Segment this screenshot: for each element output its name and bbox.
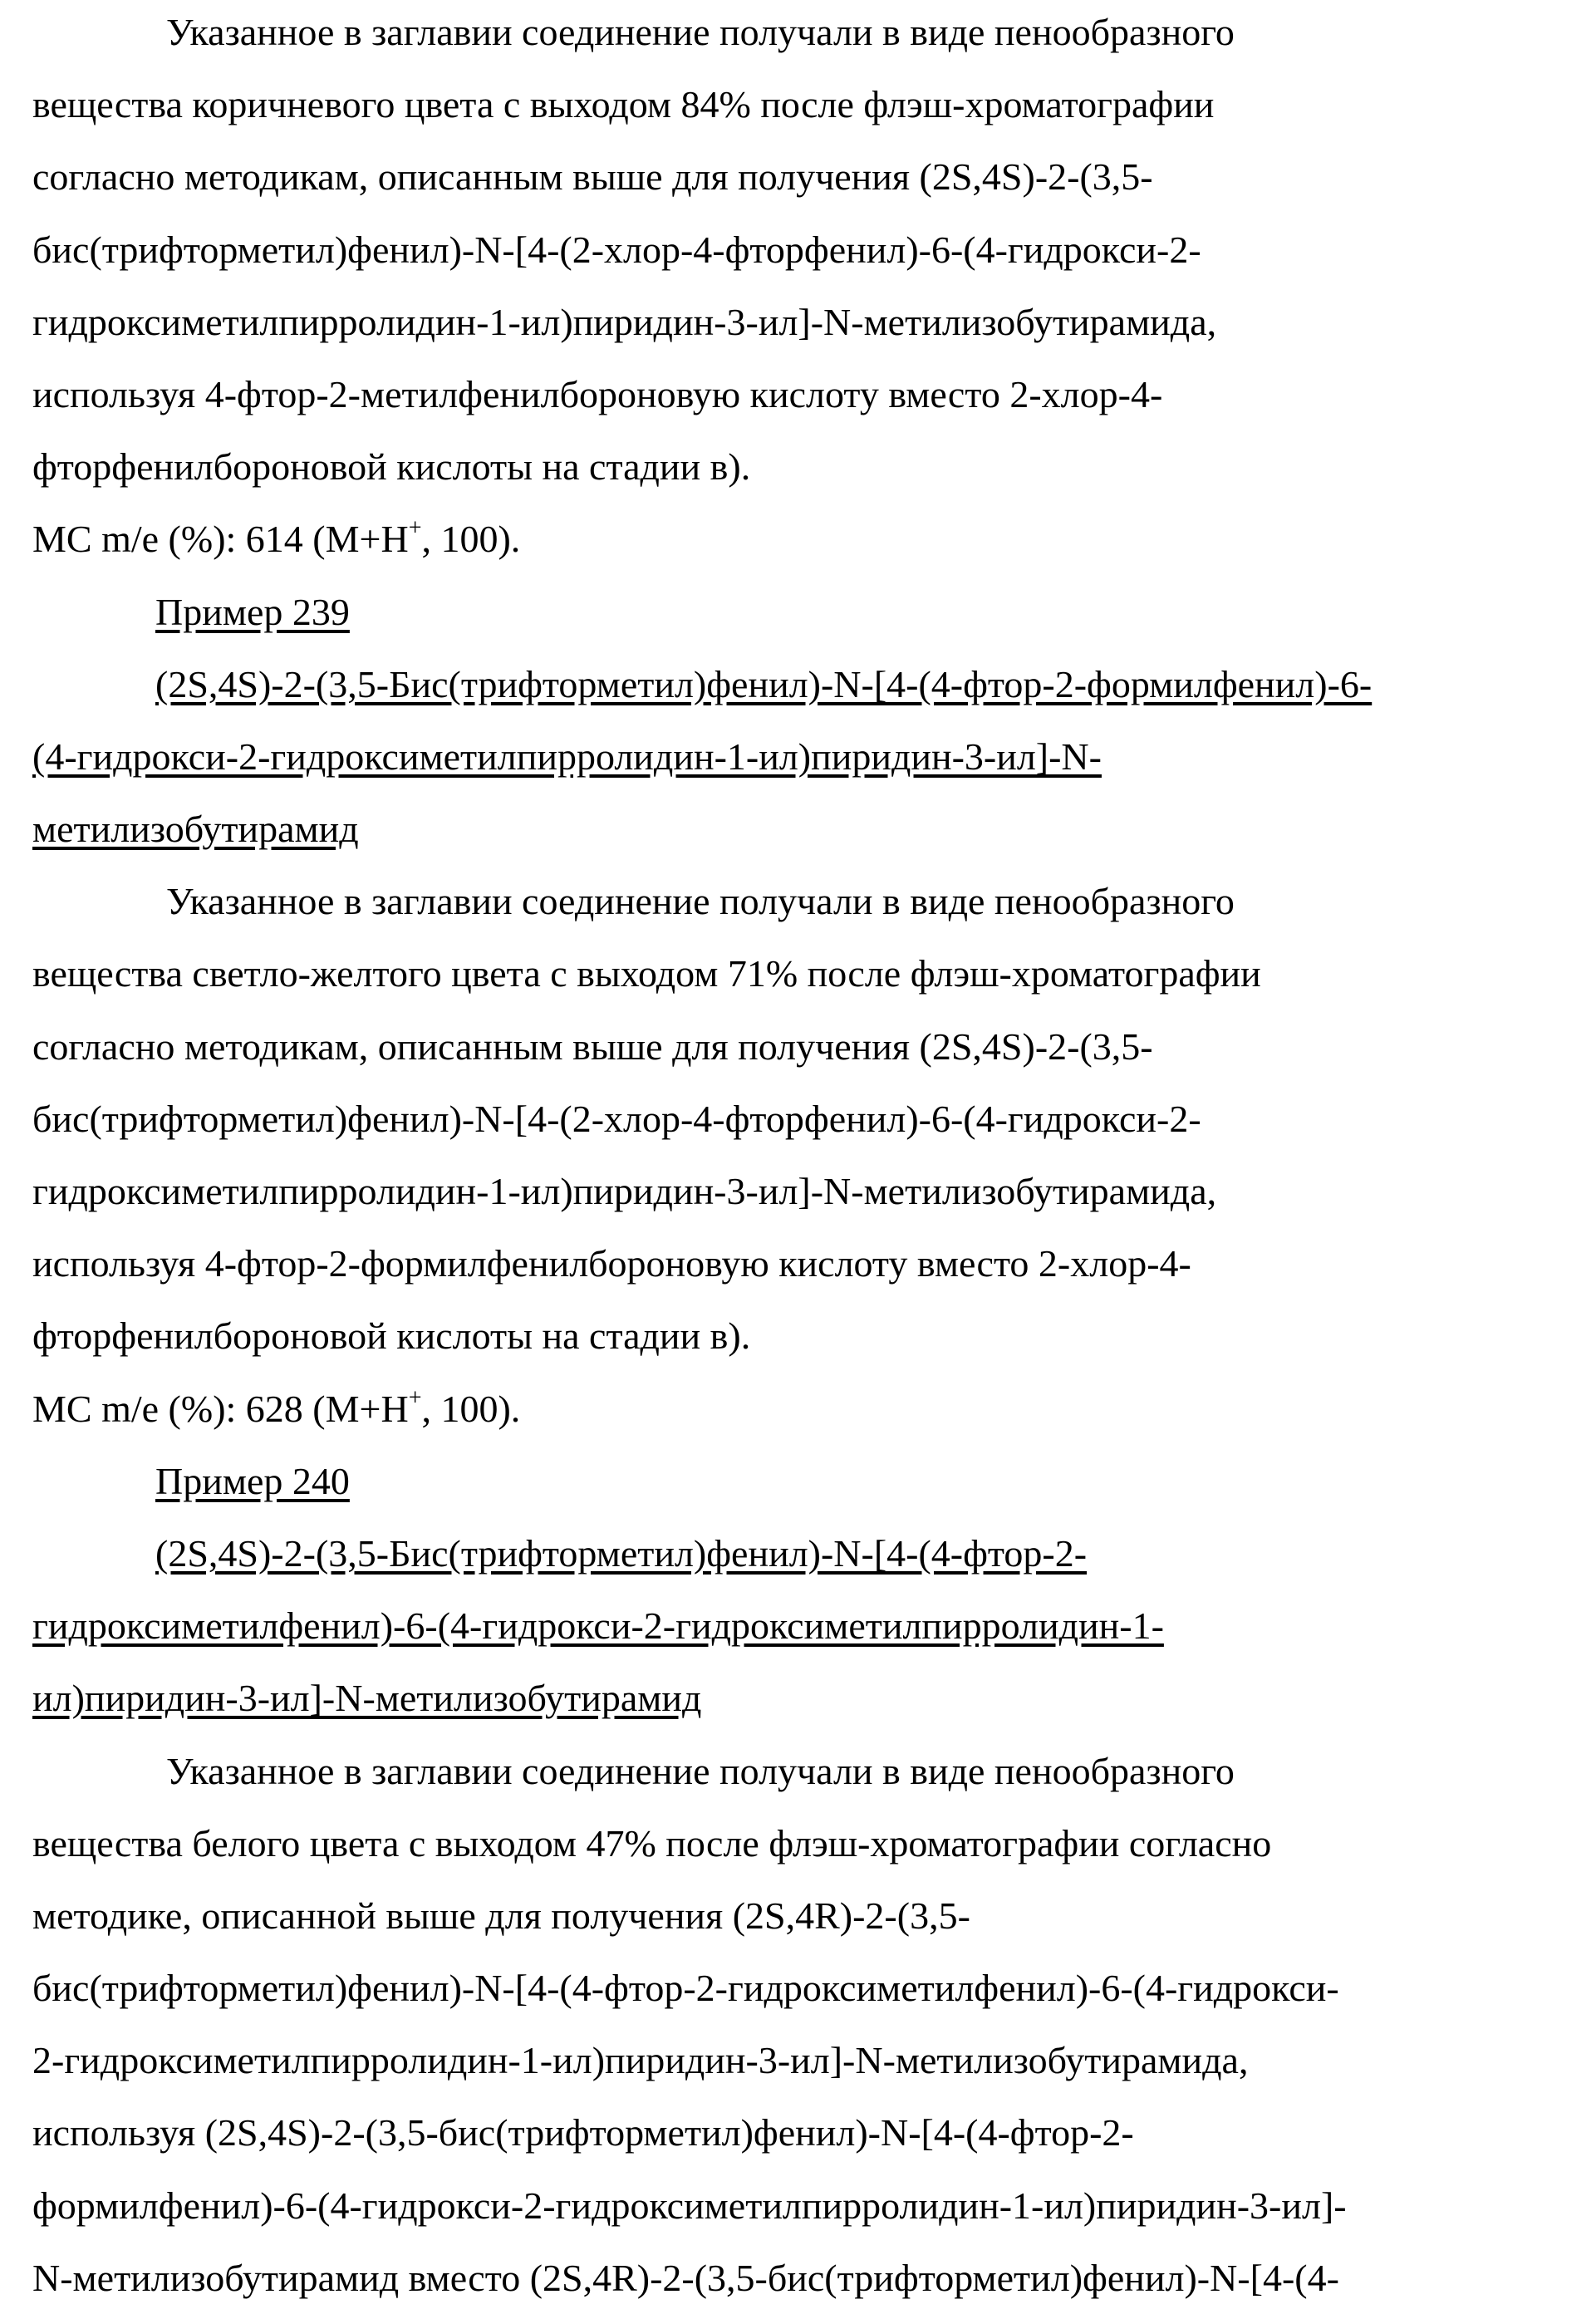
text-line: вещества светло-желтого цвета с выходом 71% после флэш-хроматографии <box>32 937 1578 1010</box>
text-line: фторфенилбороновой кислоты на стадии в). <box>32 1299 1578 1372</box>
text-line: фторфенилбороновой кислоты на стадии в). <box>32 430 1578 503</box>
compound-title <box>32 648 1578 866</box>
text-line: 2-гидроксиметилпирролидин-1-ил)пиридин-3-ил]-N-метилизобутирамида, <box>32 2024 1578 2096</box>
ms-sup: + <box>409 515 422 541</box>
text-line: гидроксиметилфенил)-6-(4-гидрокси-2-гидроксиметилпирролидин-1- <box>32 1589 1578 1662</box>
text-line: Указанное в заглавии соединение получали в виде пенообразного <box>32 865 1578 937</box>
text-line: Пример 240 <box>32 1445 1578 1517</box>
text-line: (2S,4S)-2-(3,5-Бис(трифторметил)фенил)-N-[4-(4-фтор-2-формилфенил)-6- <box>32 648 1578 720</box>
ms-post: , 100). <box>421 1388 520 1430</box>
mass-spec-line <box>32 503 1578 575</box>
text-line: (2S,4S)-2-(3,5-Бис(трифторметил)фенил)-N-[4-(4-фтор-2- <box>32 1517 1578 1589</box>
paragraph <box>32 0 1578 503</box>
text-line: методике, описанной выше для получения (2S,4R)-2-(3,5- <box>32 1879 1578 1952</box>
text-line <box>32 503 1578 575</box>
compound-title <box>32 1517 1578 1735</box>
text-line: ил)пиридин-3-ил]-N-метилизобутирамид <box>32 1662 1578 1734</box>
example-heading <box>32 1445 1578 1517</box>
text-line: Указанное в заглавии соединение получали в виде пенообразного <box>32 1735 1578 1807</box>
text-line: используя 4-фтор-2-формилфенилбороновую кислоту вместо 2-хлор-4- <box>32 1227 1578 1299</box>
text-line: вещества белого цвета с выходом 47% после флэш-хроматографии согласно <box>32 1807 1578 1879</box>
text-line: бис(трифторметил)фенил)-N-[4-(2-хлор-4-фторфенил)-6-(4-гидрокси-2- <box>32 1083 1578 1155</box>
text-line: Указанное в заглавии соединение получали в виде пенообразного <box>32 0 1578 68</box>
text-line: N-метилизобутирамид вместо (2S,4R)-2-(3,5-бис(трифторметил)фенил)-N-[4-(4- <box>32 2242 1578 2314</box>
text-line: согласно методикам, описанным выше для получения (2S,4S)-2-(3,5- <box>32 1010 1578 1083</box>
text-line: гидроксиметилпирролидин-1-ил)пиридин-3-ил]-N-метилизобутирамида, <box>32 286 1578 358</box>
text-line: бис(трифторметил)фенил)-N-[4-(4-фтор-2-гидроксиметилфенил)-6-(4-гидрокси- <box>32 1952 1578 2024</box>
text-line: бис(трифторметил)фенил)-N-[4-(2-хлор-4-фторфенил)-6-(4-гидрокси-2- <box>32 214 1578 286</box>
text-line <box>32 1373 1578 1445</box>
text-line: вещества коричневого цвета с выходом 84% после флэш-хроматографии <box>32 68 1578 140</box>
ms-sup: + <box>409 1385 422 1411</box>
paragraph <box>32 1735 1578 2314</box>
ms-post: , 100). <box>421 518 520 560</box>
text-line: формилфенил)-6-(4-гидрокси-2-гидроксиметилпирролидин-1-ил)пиридин-3-ил]- <box>32 2169 1578 2242</box>
example-heading <box>32 576 1578 648</box>
text-line: используя 4-фтор-2-метилфенилбороновую кислоту вместо 2-хлор-4- <box>32 358 1578 430</box>
text-line: (4-гидрокси-2-гидроксиметилпирролидин-1-ил)пиридин-3-ил]-N- <box>32 720 1578 793</box>
ms-pre: МС m/e (%): 614 (M+H <box>32 518 409 560</box>
text-line: согласно методикам, описанным выше для получения (2S,4S)-2-(3,5- <box>32 140 1578 213</box>
mass-spec-line <box>32 1373 1578 1445</box>
document-page <box>32 0 1578 2314</box>
text-line: метилизобутирамид <box>32 793 1578 865</box>
text-line: Пример 239 <box>32 576 1578 648</box>
paragraph <box>32 865 1578 1372</box>
text-line: гидроксиметилпирролидин-1-ил)пиридин-3-ил]-N-метилизобутирамида, <box>32 1155 1578 1227</box>
ms-pre: МС m/e (%): 628 (M+H <box>32 1388 409 1430</box>
text-line: используя (2S,4S)-2-(3,5-бис(трифторметил)фенил)-N-[4-(4-фтор-2- <box>32 2096 1578 2169</box>
